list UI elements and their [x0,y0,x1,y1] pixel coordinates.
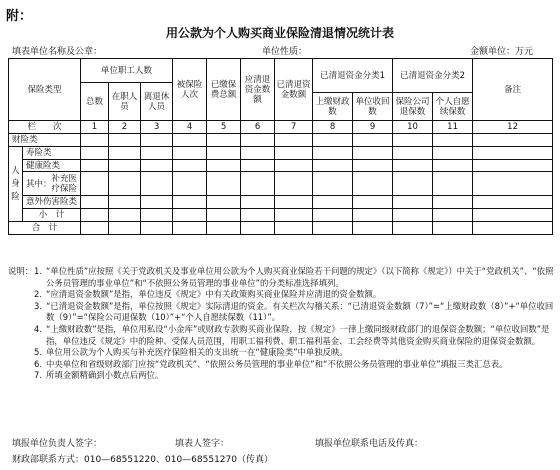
table-row-accident [9,196,553,209]
attachment-label: 附： [6,9,33,24]
column-number: 8 [313,121,353,134]
note-number: 4. [34,323,42,334]
note-text: 中央单位和省级财政部门应按“党政机关”、“依照公务员管理的事业单位”和“不依照公务员管理的事业单位”填报三类汇总表。 [46,358,508,369]
note-number: 2. [34,289,42,300]
header-refund-cat1: 已清退资金分类1 [313,59,393,93]
table-row-total [9,222,553,235]
header-insured-count-group: 单位职工人数 [81,59,173,83]
row-label-life: 寿险类 [23,147,81,160]
note-number: 1. [34,266,42,276]
note-text: 所填金额精确到小数点后两位。 [46,370,164,381]
table-row-property [9,134,553,147]
row-label-health: 健康险类 [23,160,81,172]
column-number: 6 [241,121,275,134]
column-number: 12 [473,121,553,134]
row-group-person-insurance [9,147,23,222]
principal-signature-label: 填报单位负责人签字： [12,439,103,449]
header-cat2-personal: 个人自愿续保数 [433,93,473,121]
header-insured-persons: 被保险人次 [173,59,207,121]
header-cat2-fund: 保险公司退保数 [393,93,433,121]
column-number: 7 [275,121,313,134]
note-item [8,370,554,382]
filler-signature-label: 填表人签字： [175,439,230,449]
column-number: 1 [81,121,109,134]
notes-label: 说明： [8,266,34,276]
header-cat1-unit-income: 单位收回数 [353,93,393,121]
table-row-supplementary-medical [9,172,553,196]
row-label-total: 合 计 [9,222,81,235]
header-active: 在职人员 [109,83,141,121]
row-label-accident: 意外伤害险类 [23,196,81,209]
table-row-health [9,160,553,172]
column-number: 10 [393,121,433,134]
header-should-refund: 应清退资金数额 [241,59,275,121]
header-retired: 离退休人员 [141,83,173,121]
note-item [8,266,554,289]
note-text: 单位用公款为个人购买与补充医疗保险相关的支出统一在“健康险类”中单独反映。 [46,347,348,358]
contact-phone-label: 填报单位联系电话及传真： [315,439,424,449]
header-remarks: 备注 [473,59,553,121]
column-number-label: 栏 次 [9,121,81,134]
table-row-subtotal [9,209,553,222]
person-insurance-label: 人身险 [11,165,20,202]
header-refund-cat2: 已清退资金分类2 [393,59,473,93]
page-title: 用公款为个人购买商业保险清退情况统计表 [165,26,394,40]
column-number: 2 [109,121,141,134]
amount-unit-label: 金额单位：万元 [470,47,534,57]
header-refunded: 已清退资金数额 [275,59,313,121]
unit-name-field-label: 填表单位名称及公章： [12,47,103,57]
note-number: 3. [34,300,42,311]
note-text: “单位性质”应按照《关于党政机关及事业单位用公款为个人购买商业保险若干问题的规定》（以下简称《规定》）中关于“党政机关”、“依照公务员管理的事业单位”和“不依照公务员管理的事业单位”的分类标准选择填列。 [46,266,554,288]
finance-contact-info: 财政部联系方式：010—68551220、010—68551270（传真） [12,455,273,465]
note-number: 6. [34,358,42,369]
note-item [8,324,554,347]
note-text: “上缴财政数”是指，单位用私设“小金库”或财政专款购买商业保险，按《规定》一律上缴同级财政部门的退保资金数额；“单位收回数”是指，单位违反《规定》中的险种、受保人员范围，用职工福利费、职工福利基金、工会经费等其他资金购买商业保险的退保资金数额。 [46,323,550,346]
note-text: “应清退资金数额”是指，单位违反《规定》中有关政策购买商业保险并应清退的资金数额。 [46,289,382,300]
unit-nature-field-label: 单位性质： [262,47,308,57]
column-number: 4 [173,121,207,134]
column-number: 5 [207,121,241,134]
note-item [8,301,554,324]
of-which-label: 其中： [26,179,52,189]
row-label-supplementary-medical [23,172,81,196]
column-number: 9 [353,121,393,134]
notes-section [8,266,554,382]
note-text: “已清退资金数额”是指，单位按照《规定》实际清退的资金。有关栏次勾稽关系：“已清退资金数额（7）”=“上缴财政数（8）”+“单位收回数（9）”=“保险公司退保数（10）”+“个人自愿续保数（11）”。 [46,300,554,323]
header-cat1-fiscal: 上缴财政数 [313,93,353,121]
row-label-property: 财险类 [9,134,81,147]
row-label-subtotal: 小 计 [23,209,81,222]
header-paid-total: 已缴保费总额 [207,59,241,121]
note-item [8,347,554,359]
column-number: 11 [433,121,473,134]
note-item [8,289,554,301]
statistics-table [8,58,553,235]
header-insurance-type: 保险类型 [9,59,81,121]
note-number: 5. [34,347,42,358]
column-number: 3 [141,121,173,134]
header-total: 总数 [81,83,109,121]
table-row-life [9,147,553,160]
supplementary-medical-label: 补充医疗保险 [51,173,78,194]
note-number: 7. [34,370,42,381]
note-item [8,359,554,371]
